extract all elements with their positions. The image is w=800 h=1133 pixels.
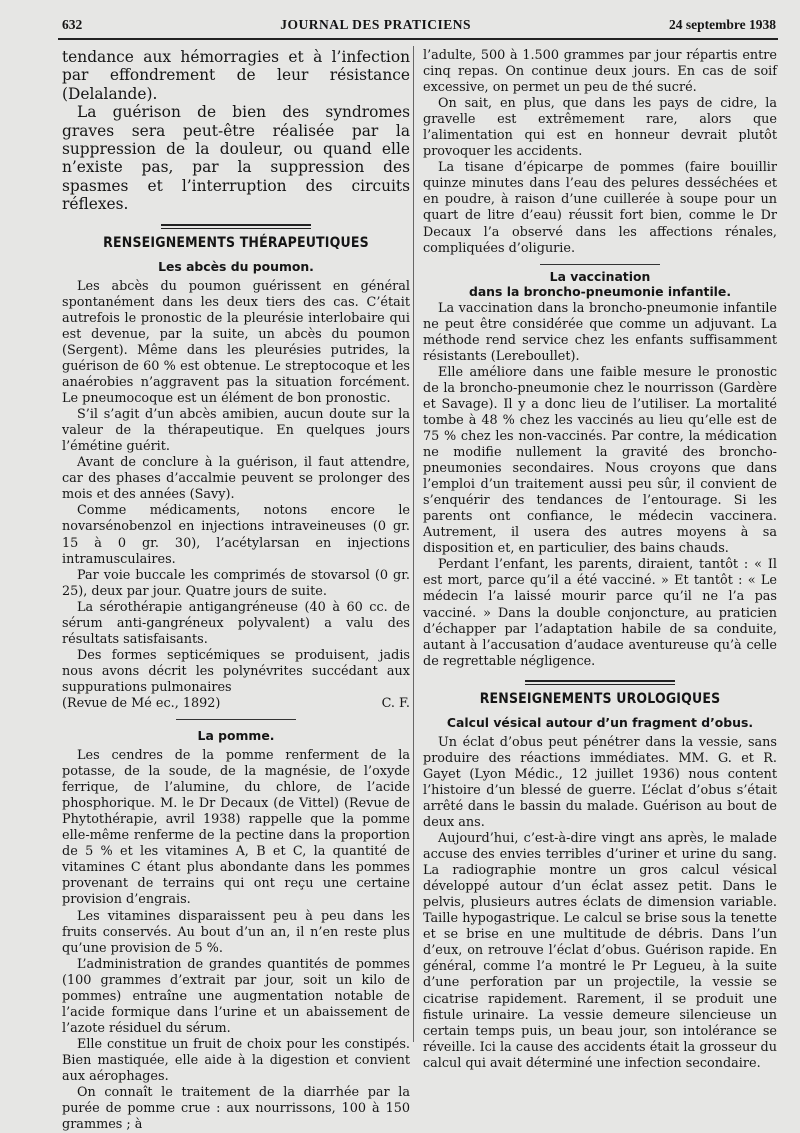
paragraph: Perdant l’enfant, les parents, diraient, tantôt : « Il est mort, parce qu’il a été vacciné. » Et tantôt : « Le médecin l’a laissé mourir parce qu’il ne l’a pas vacciné. » Dans la double conjoncture, au praticien d’échapper par l’adaptation habile de sa conduite, autant à l’accusation d’audace aventureuse qu’à celle de regrettable négligence. <box>423 557 777 669</box>
paragraph: S’il s’agit d’un abcès amibien, aucun doute sur la valeur de la thérapeutique. En quelques jours l’émétine guérit. <box>62 407 410 455</box>
article-title: Les abcès du poumon. <box>158 258 314 274</box>
paragraph: Avant de conclure à la guérison, il faut attendre, car des phases d’accalmie peuvent se prolonger des mois et des années (Savy). <box>62 455 410 503</box>
paragraph: Elle améliore dans une faible mesure le pronostic de la broncho-pneumonie chez le nourrisson (Gardère et Savage). Il y a donc lieu de l’utiliser. La mortalité tombe à 48 % chez les vaccinés au lieu qu’elle est de 75 % chez les non-vaccinés. Par contre, la médication ne modifie nullement la gravité des broncho-pneumonies secondaires. Nous croyons que dans l’emploi d’un traitement aussi peu sûr, il convient de s’enquérir des tendances de l’entourage. Si les parents ont confiance, le médecin vaccinera. Autrement, il usera des autres moyens à sa disposition et, en particulier, des bains chauds. <box>423 364 777 557</box>
lead-paragraph: tendance aux hémorragies et à l’infection par effondrement de leur résistance (Delalande). <box>62 48 410 103</box>
paragraph: Les cendres de la pomme renferment de la potasse, de la soude, de la magnésie, de l’oxyde ferrique, de l’alumine, du chlore, de l’acide phosphorique. M. le Dr Decaux (de Vittel) (Revue de Phytothérapie, avril 1938) rappelle que la pomme elle-même renferme de la pectine dans la proportion de 5 % et les vitamines A, B et C, la quantité de vitamines C étant plus abondante dans les pommes provenant de terrains qui ont reçu une certaine provision d’engrais. <box>62 748 410 908</box>
citation-line <box>62 696 410 712</box>
article-title: La pomme. <box>197 728 275 744</box>
article-divider <box>540 264 660 265</box>
page-header <box>62 14 776 36</box>
section-rule <box>161 224 311 229</box>
journal-title: JOURNAL DES PRATICIENS <box>280 17 472 32</box>
signature: C. F. <box>381 695 410 711</box>
header-rule <box>58 38 778 40</box>
paragraph: Aujourd’hui, c’est-à-dire vingt ans après, le malade accuse des envies terribles d’uriner et urine du sang. La radiographie montre un gros calcul vésical développé autour d’un éclat assez petit. Dans le pelvis, plusieurs autres éclats de dimension variable. Taille hypogastrique. Le calcul se brise sous la tenette et se brise en une multitude de débris. Dans l’un d’eux, on retrouve l’éclat d’obus. Guérison rapide. En général, comme l’a montré le Pr Legueu, à la suite d’une perforation par un projectile, la vessie se cicatrise rapidement. Rarement, il se produit une fistule urinaire. La vessie demeure silencieuse un certain temps puis, un beau jour, son intolérance se réveille. Ici la cause des accidents était la grosseur du calcul qui avait déterminé une infection secondaire. <box>423 831 777 1071</box>
paragraph: Comme médicaments, notons encore le novarsénobenzol en injections intraveineuses (0 gr. 15 à 0 gr. 30), l’acétylarsan en injections intramusculaires. <box>62 503 410 567</box>
page-number: 632 <box>62 17 83 32</box>
citation: (Revue de Mé ec., 1892) <box>62 695 221 711</box>
right-column <box>423 48 777 1072</box>
paragraph: Les vitamines disparaissent peu à peu dans les fruits conservés. Au bout d’un an, il n’en reste plus qu’une provision de 5 %. <box>62 908 410 956</box>
section-title: RENSEIGNEMENTS THÉRAPEUTIQUES <box>103 233 369 251</box>
paragraph: Les abcès du poumon guérissent en général spontanément dans les deux tiers des cas. C’était autrefois le pronostic de la pleurésie interlobaire qui est devenue, par la suite, un abcès du poumon (Sergent). Même dans les pleurésies putrides, la guérison de 60 % est obtenue. Le streptocoque et les anaérobies n’aggravent pas la situation forcément. Le pneumocoque est un élément de bon pronostic. <box>62 278 410 407</box>
article-title <box>423 269 777 299</box>
issue-date: 24 septembre 1938 <box>668 17 776 32</box>
article-title-line: La vaccination <box>549 268 651 284</box>
paragraph: Des formes septicémiques se produisent, jadis nous avons décrit les polynévrites succédant aux suppurations pulmonaires <box>62 647 410 695</box>
paragraph: La tisane d’épicarpe de pommes (faire bouillir quinze minutes dans l’eau des pelures desséchées et en poudre, à raison d’une cuillerée à soupe pour un quart de litre d’eau) réussit fort bien, comme le Dr Decaux l’a observé dans les affections rénales, compliquées d’oligurie. <box>423 160 777 256</box>
paragraph: On sait, en plus, que dans les pays de cidre, la gravelle est extrêmement rare, alors que l’alimentation qui est en honneur devrait plutôt provoquer les accidents. <box>423 96 777 160</box>
paragraph: Elle constitue un fruit de choix pour les constipés. Bien mastiquée, elle aide à la digestion et convient aux aérophages. <box>62 1036 410 1084</box>
lead-paragraph: La guérison de bien des syndromes graves sera peut-être réalisée par la suppression de la douleur, ou quand elle n’existe pas, par la suppression des spasmes et l’interruption des circuits réflexes. <box>62 103 410 214</box>
article-divider <box>176 719 296 720</box>
paragraph: On connaît le traitement de la diarrhée par la purée de pomme crue : aux nourrissons, 100 à 150 grammes ; à <box>62 1085 410 1133</box>
paragraph: Par voie buccale les comprimés de stovarsol (0 gr. 25), deux par jour. Quatre jours de suite. <box>62 567 410 599</box>
paragraph: L’administration de grandes quantités de pommes (100 grammes d’extrait par jour, soit un kilo de pommes) entraîne une augmentation notable de l’acide formique dans l’urine et un abaissement de l’azote résiduel du sérum. <box>62 956 410 1036</box>
section-therapeutiques <box>62 224 410 251</box>
section-urologiques <box>423 680 777 707</box>
column-separator <box>413 46 414 1042</box>
paragraph: Un éclat d’obus peut pénétrer dans la vessie, sans produire des réactions immédiates. MM. G. et R. Gayet (Lyon Médic., 12 juillet 1936) nous content l’histoire d’un blessé de guerre. L’éclat d’obus s’était arrêté dans le bassin du malade. Guérison au bout de deux ans. <box>423 734 777 831</box>
section-rule <box>525 680 675 685</box>
paragraph: l’adulte, 500 à 1.500 grammes par jour répartis entre cinq repas. On continue deux jours. En cas de soif excessive, on permet un peu de thé sucré. <box>423 48 777 96</box>
article-title: Calcul vésical autour d’un fragment d’obus. <box>446 714 754 730</box>
lead-text <box>62 48 410 214</box>
paragraph: La vaccination dans la broncho-pneumonie infantile ne peut être considérée que comme un adjuvant. La méthode rend service chez les enfants suffisamment résistants (Lereboullet). <box>423 300 777 364</box>
article-title-line: dans la broncho-pneumonie infantile. <box>468 283 732 299</box>
paragraph: La sérothérapie antigangréneuse (40 à 60 cc. de sérum anti-gangréneux polyvalent) a valu des résultats satisfaisants. <box>62 599 410 647</box>
section-title: RENSEIGNEMENTS UROLOGIQUES <box>479 689 721 707</box>
left-column <box>62 48 410 1133</box>
